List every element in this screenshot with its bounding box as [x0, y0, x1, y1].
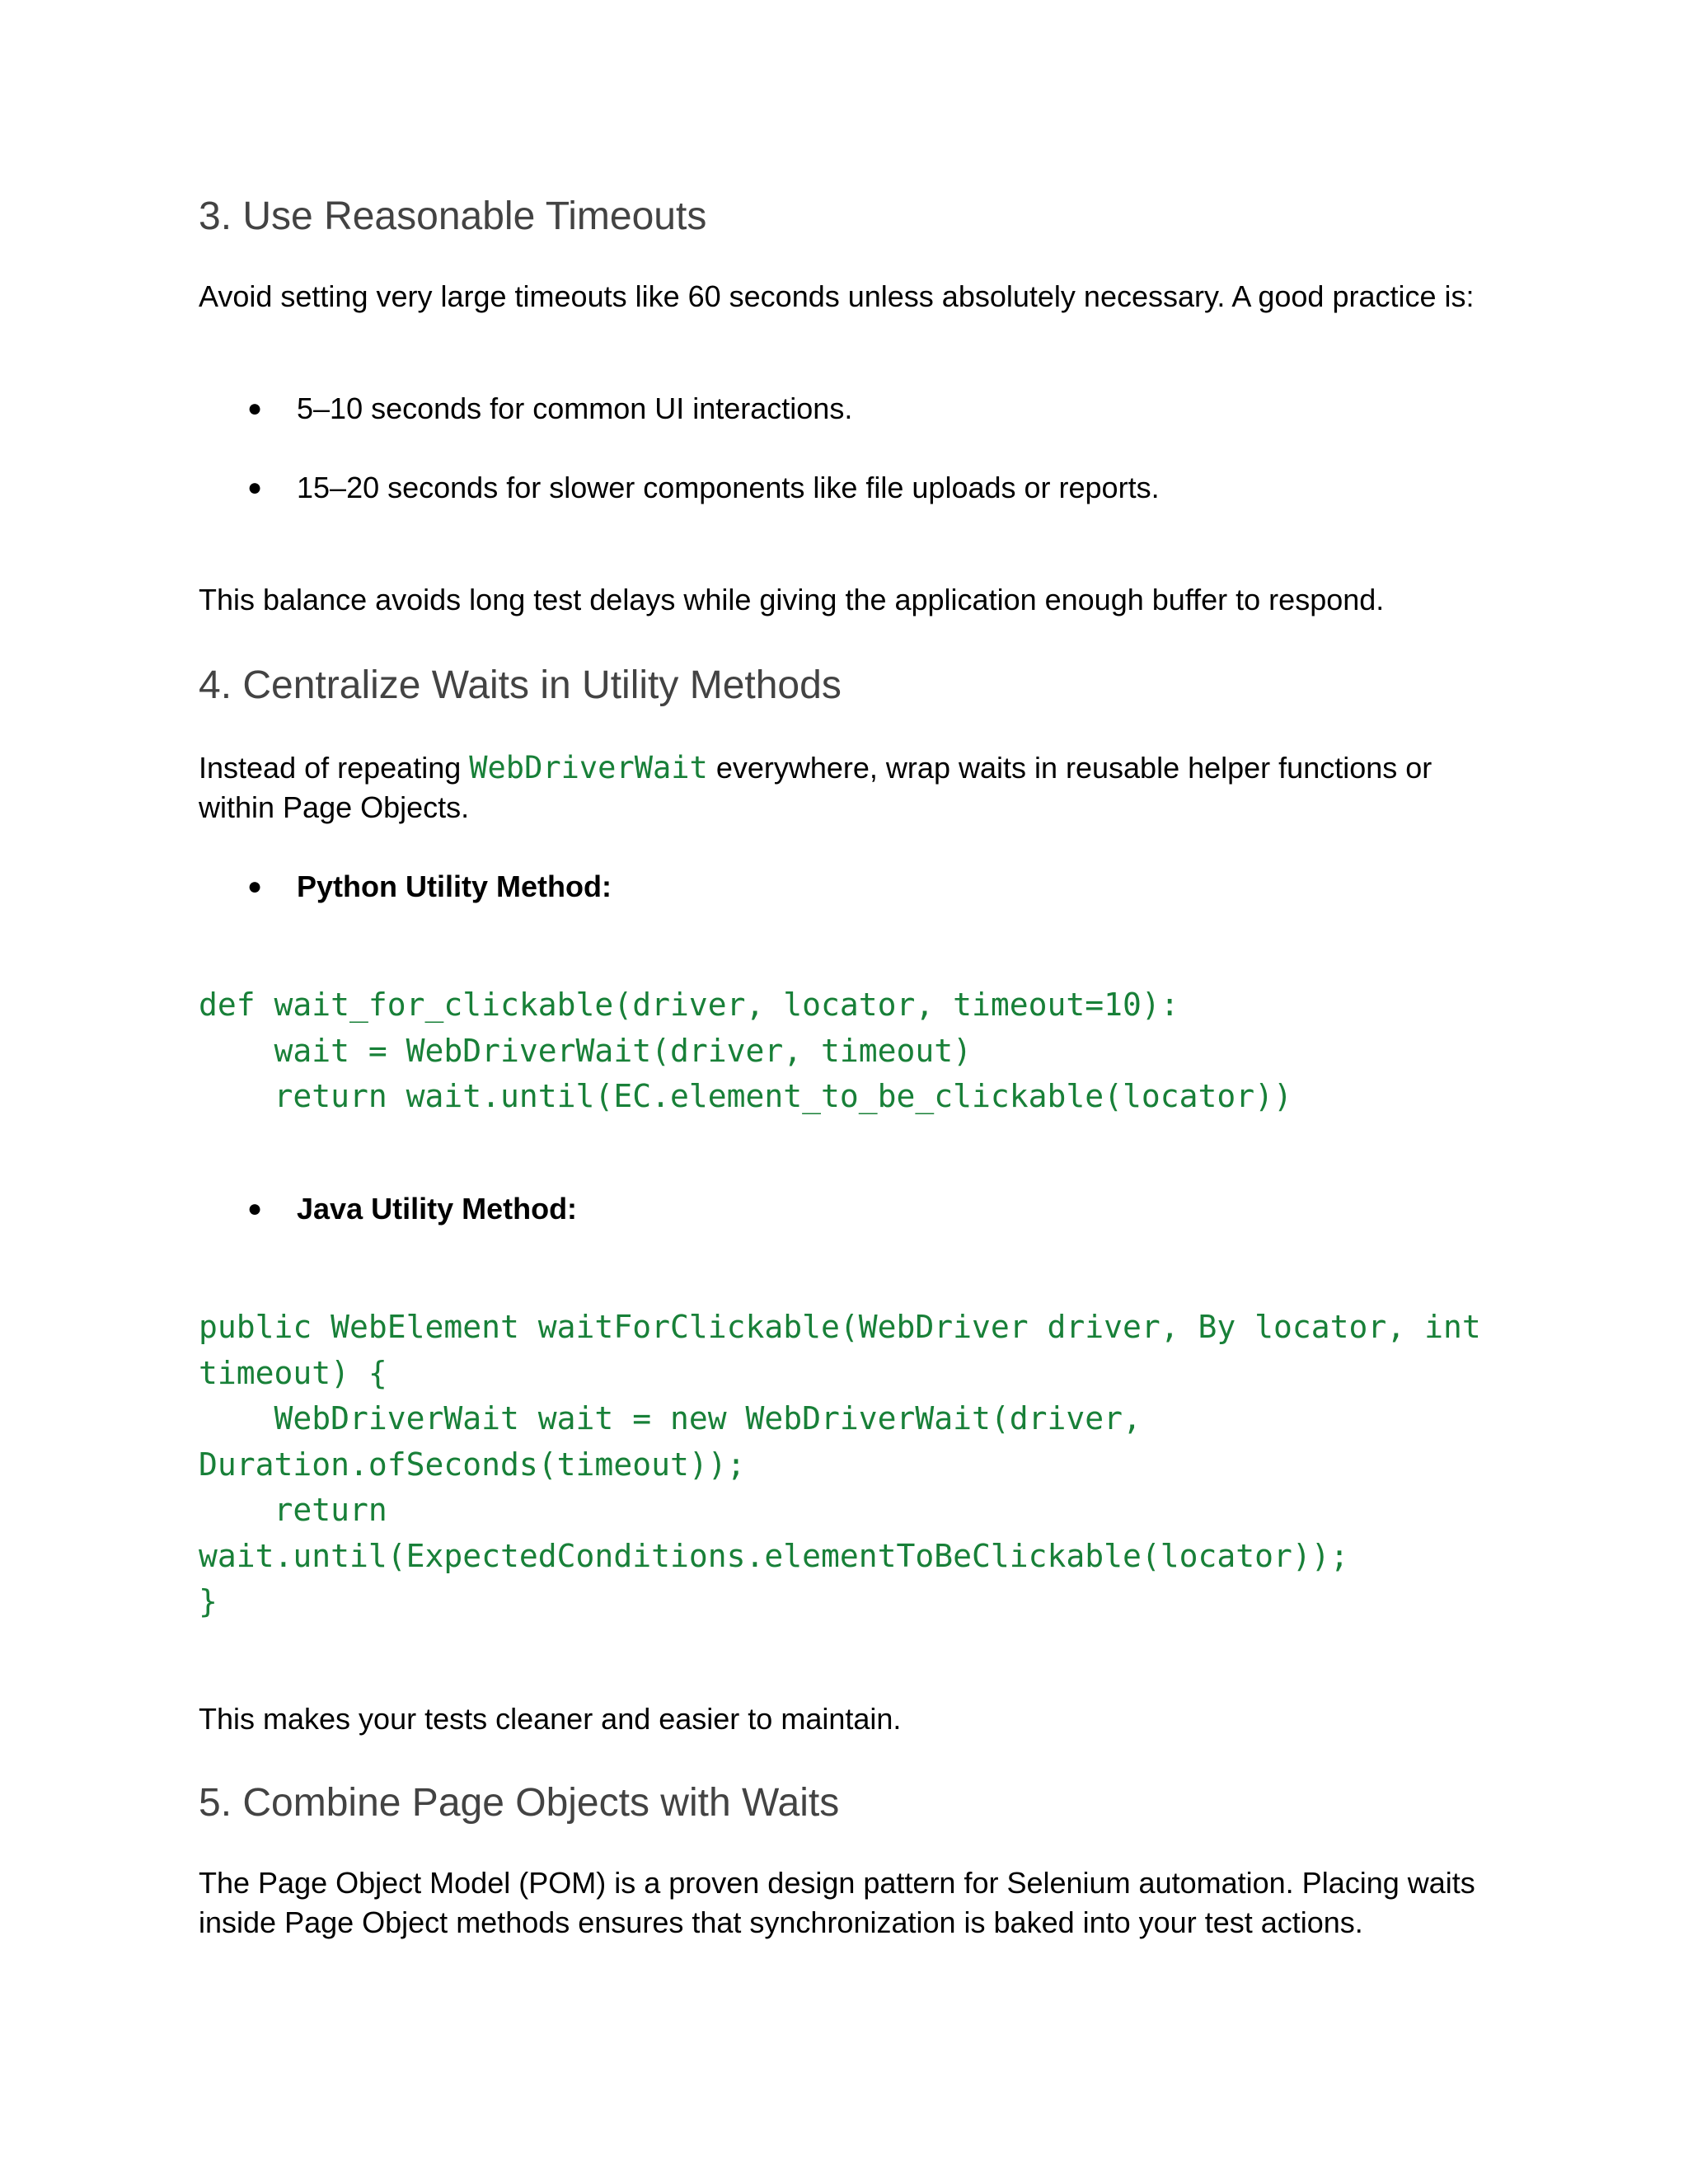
inline-code-webdriverwait: WebDriverWait — [469, 750, 708, 785]
section-5-heading: 5. Combine Page Objects with Waits — [199, 1781, 840, 1825]
section-3-conclusion: This balance avoids long test delays while giving the application enough buffer to respond. — [199, 583, 1385, 616]
java-code-block: public WebElement waitForClickable(WebDriver driver, By locator, int timeout) { WebDriverWait wait = new WebDriverWait(driver, Duration.ofSeconds(timeout)); return wait.until(ExpectedConditions.elementToBeClickable(locator)); } — [199, 1309, 1481, 1619]
java-method-label-text: Java Utility Method: — [297, 1192, 578, 1226]
python-method-label-text: Python Utility Method: — [297, 869, 612, 903]
list-item-text: 5–10 seconds for common UI interactions. — [297, 391, 853, 425]
bullet-icon: ● — [247, 474, 263, 501]
section-4-intro — [199, 748, 1484, 827]
section-4-heading: 4. Centralize Waits in Utility Methods — [199, 663, 842, 707]
bullet-icon: ● — [247, 1195, 263, 1222]
python-code-block: def wait_for_clickable(driver, locator, timeout=10): wait = WebDriverWait(driver, timeout) return wait.until(EC.element_to_be_clickable(locator)) — [199, 987, 1292, 1114]
bullet-icon: ● — [247, 395, 263, 422]
section-4-conclusion: This makes your tests cleaner and easier to maintain. — [199, 1702, 902, 1736]
intro-text-before: Instead of repeating — [199, 751, 470, 785]
section-3-heading: 3. Use Reasonable Timeouts — [199, 194, 707, 238]
intro-text-after: everywhere, wrap waits in reusable helper functions or within Page Objects. — [199, 751, 1432, 824]
list-item-text: 15–20 seconds for slower components like file uploads or reports. — [297, 471, 1160, 504]
section-3-intro: Avoid setting very large timeouts like 60 seconds unless absolutely necessary. A good practice is: — [199, 279, 1475, 313]
section-5-body: The Page Object Model (POM) is a proven design pattern for Selenium automation. Placing waits inside Page Object methods ensures that synchronization is baked into your test actions. — [199, 1866, 1475, 1939]
bullet-icon: ● — [247, 873, 263, 900]
